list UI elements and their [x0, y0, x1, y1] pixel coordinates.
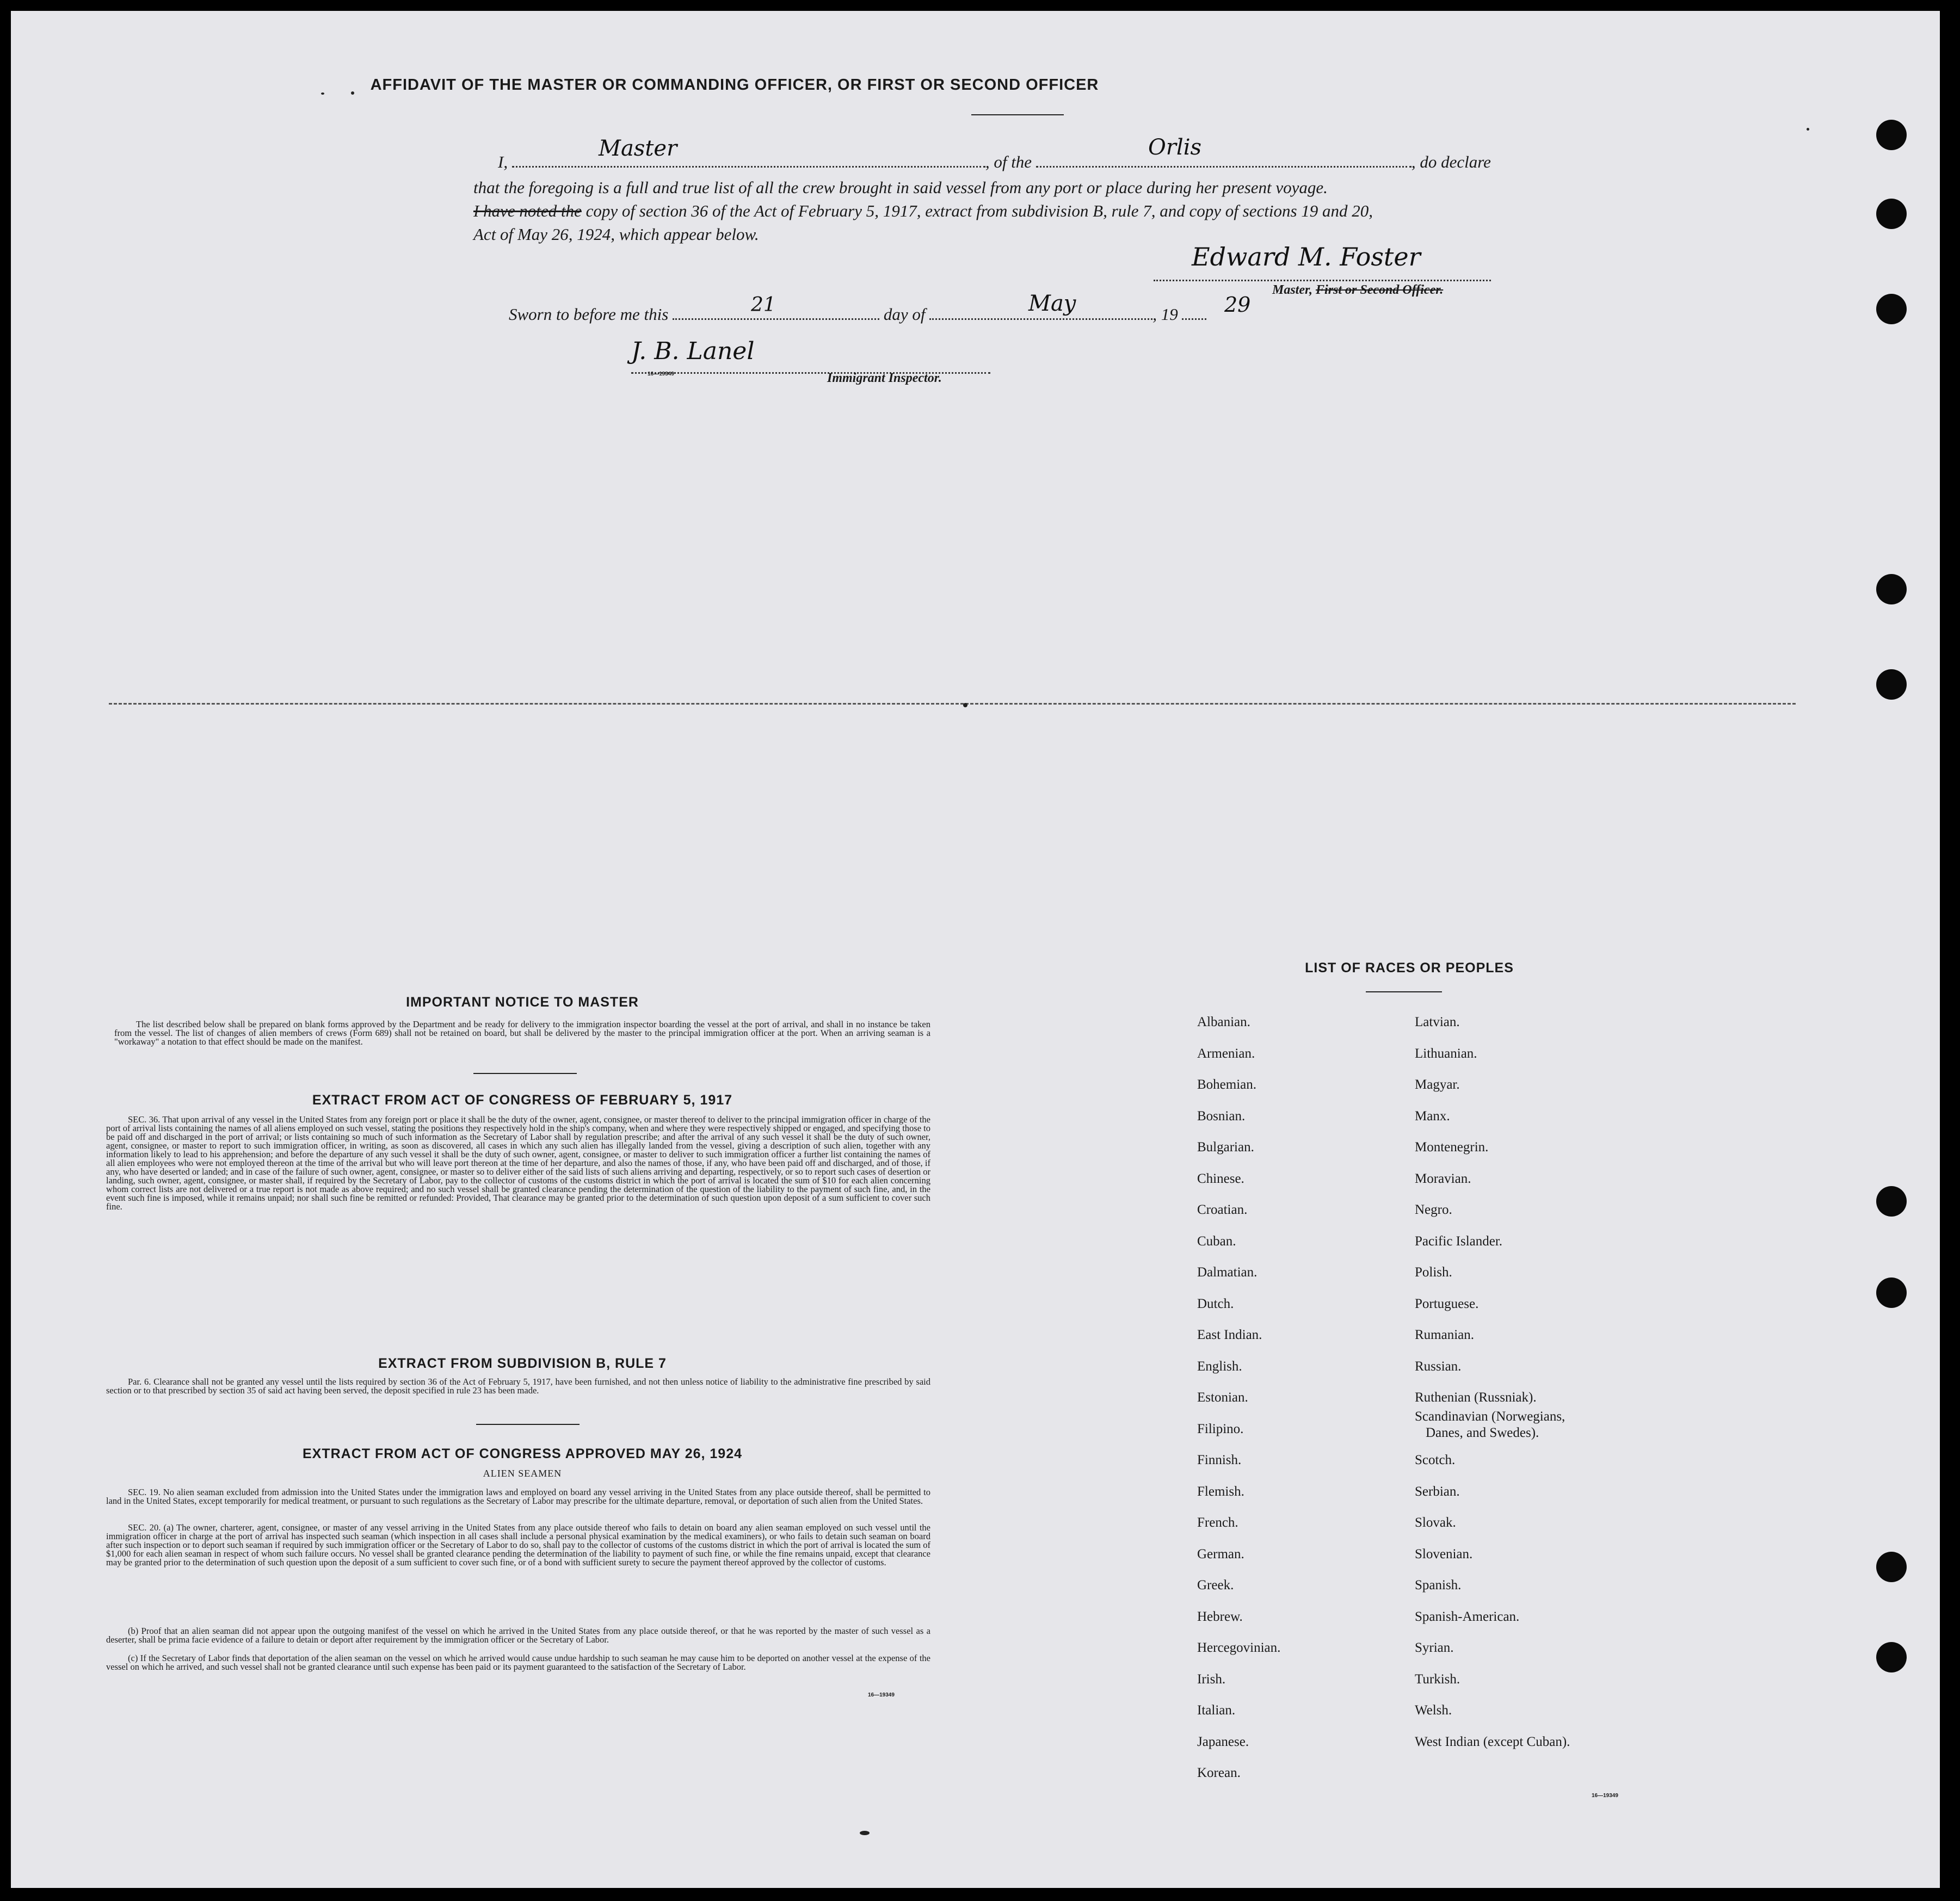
race-item: Welsh.	[1415, 1703, 1452, 1718]
race-item: Irish.	[1197, 1671, 1226, 1687]
sec20c-text: (c) If the Secretary of Labor finds that deportation of the alien seaman on the vessel on which he arrived would cause undue hardship to such seaman he may cause him to be deported on another vessel at the expense of the vessel on which he arrived, and such vessel shall not be granted clearance until such expense has been paid or its payment guaranteed to the satisfaction of the Secretary of Labor.	[106, 1653, 930, 1672]
year-prefix: , 19	[1152, 305, 1178, 324]
sec20b-text: (b) Proof that an alien seaman did not appear upon the outgoing manifest of the vessel on which he arrived in the United States from any place outside thereof, or that he was reported by the master of such vessel as a deserter, shall be prima facie evidence of a failure to detain or deport after requirement by the immigration officer or the Secretary of Labor.	[106, 1626, 930, 1645]
race-item: Chinese.	[1197, 1171, 1244, 1186]
race-item: Magyar.	[1415, 1077, 1460, 1092]
races-rule	[1366, 991, 1442, 992]
race-item: Montenegrin.	[1415, 1140, 1489, 1155]
race-item: Flemish.	[1197, 1484, 1244, 1499]
race-item: Spanish-American.	[1415, 1609, 1520, 1624]
race-item: Hercegovinian.	[1197, 1640, 1281, 1655]
race-item: Bohemian.	[1197, 1077, 1257, 1092]
race-item: Albanian.	[1197, 1015, 1250, 1029]
line-3-rest: copy of section 36 of the Act of February 5, 1917, extract from subdivision B, rule 7, and copy of sections 19 and 20,	[585, 201, 1373, 220]
officer-caption-struck: First or Second Officer.	[1316, 283, 1444, 297]
race-item: West Indian (except Cuban).	[1415, 1734, 1570, 1749]
race-item: Bosnian.	[1197, 1108, 1246, 1124]
race-item: Japanese.	[1197, 1734, 1249, 1749]
document-page	[11, 11, 1940, 1888]
extract1-title: EXTRACT FROM ACT OF CONGRESS OF FEBRUARY 5, 1917	[312, 1093, 733, 1108]
race-item: Manx.	[1415, 1108, 1450, 1124]
master-signature: Edward M. Foster	[1192, 242, 1421, 271]
sworn-prefix: Sworn to before me this	[509, 305, 669, 324]
title-rule	[971, 114, 1064, 115]
race-item: Negro.	[1415, 1202, 1452, 1217]
speck	[351, 91, 354, 95]
race-item: Cuban.	[1197, 1233, 1236, 1249]
punch-hole	[1876, 294, 1907, 324]
race-item: East Indian.	[1197, 1328, 1262, 1342]
extract2-title: EXTRACT FROM SUBDIVISION B, RULE 7	[378, 1356, 667, 1371]
race-item: Armenian.	[1197, 1046, 1255, 1061]
master-caption-text: Master,	[1272, 283, 1313, 297]
race-item: Scandinavian (Norwegians,	[1415, 1409, 1565, 1424]
race-item: Rumanian.	[1415, 1328, 1475, 1342]
punch-hole	[1876, 669, 1907, 700]
race-item: French.	[1197, 1515, 1238, 1530]
extract2-rule	[476, 1424, 580, 1425]
master-signature-line	[1154, 267, 1491, 281]
handwritten-vessel: Orlis	[1148, 135, 1202, 160]
handwritten-day: 21	[751, 294, 776, 316]
notice-rule	[473, 1073, 577, 1074]
race-item: Dalmatian.	[1197, 1265, 1258, 1280]
race-item: Russian.	[1415, 1359, 1462, 1374]
extract1-text: SEC. 36. That upon arrival of any vessel in the United States from any foreign port or place it shall be the duty of the owner, agent, consignee, or master thereof to deliver to the principal immigration officer in charge of the port of arrival lists containing the names of all aliens employed on such vessel, stating the positions they respectively hold in the ship's company, when and where they were respectively shipped or engaged, and specifying those to be paid off and discharged in the port of arrival; or lists containing so much of such information as the Secretary of Labor shall by regulation prescribe; and after the arrival of any such vessel it shall be the duty of such owner, agent, consignee, or master to report to such immigration officer, in writing, as soon as discovered, all cases in which any such alien has illegally landed from the vessel, giving a description of such alien, together with any information likely to lead to his apprehension; and before the departure of any such vessel it shall be the duty of such owner, agent, consignee, or master to deliver to such immigration officer a further list containing the names of all alien employees who were not employed thereon at the time of the arrival but who will leave port thereon at the time of her departure, and also the names of those, if any, who have been paid off and discharged, and of those, if any, who have deserted or landed; and in case of the failure of such owner, agent, consignee, or master so to deliver either of the said lists of such aliens arriving and departing, respectively, or so to report such cases of desertion or landing, such owner, agent, consignee, or master shall, if required by the Secretary of Labor, pay to the collector of customs of the customs district in which the port of arrival is located the sum of $10 for each alien concerning whom correct lists are not delivered or a true report is not made as above required; and no such vessel shall be granted clearance pending the determination of the question of the liability to the payment of such fine, and, in the event such fine is imposed, while it remains unpaid; nor shall such fine be remitted or refunded: Provided, That clearance may be granted prior to the determination of such question upon deposit of a sum sufficient to cover such fine.	[106, 1114, 930, 1212]
notice-title: IMPORTANT NOTICE TO MASTER	[406, 995, 639, 1010]
punch-hole	[1876, 1552, 1907, 1582]
race-item: Spanish.	[1415, 1578, 1462, 1593]
race-item: Filipino.	[1197, 1421, 1244, 1436]
speck	[1807, 128, 1809, 131]
race-item: Bulgarian.	[1197, 1140, 1254, 1155]
races-form-number: 16—19349	[1592, 1793, 1618, 1799]
race-item: Danes, and Swedes).	[1426, 1425, 1539, 1440]
race-item: Estonian.	[1197, 1390, 1248, 1405]
race-item: German.	[1197, 1546, 1244, 1561]
notice-text: The list described below shall be prepared on blank forms approved by the Department and be ready for delivery to the immigration inspector boarding the vessel at the port of arrival, and shall in no instance be taken from the vessel. The list of changes of alien members of crews (Form 689) shall not be retained on board, but shall be delivered by the master to the principal immigration officer at the port. When an arriving seaman is a "workaway" a notation to that effect should be made on the manifest.	[114, 1019, 930, 1047]
vessel-name-field	[1036, 153, 1412, 168]
race-item: Korean.	[1197, 1766, 1241, 1780]
race-item: Pacific Islander.	[1415, 1233, 1503, 1249]
inspector-signature: J. B. Lanel	[631, 337, 755, 365]
struck-text: I have noted the	[473, 201, 582, 220]
race-item: Finnish.	[1197, 1453, 1242, 1467]
extract2-text: Par. 6. Clearance shall not be granted any vessel until the lists required by section 36 of the Act of February 5, 1917, have been furnished, and not then unless notice of liability to the administrative fine prescribed by said section or to that prescribed by section 35 of said act having been served, the deposit specified in rule 23 has been made.	[106, 1377, 930, 1396]
race-item: Portuguese.	[1415, 1296, 1479, 1311]
race-item: Italian.	[1197, 1703, 1236, 1718]
master-caption	[1272, 283, 1443, 298]
race-item: Ruthenian (Russniak).	[1415, 1390, 1537, 1405]
extract3-title: EXTRACT FROM ACT OF CONGRESS APPROVED MAY 26, 1924	[302, 1446, 743, 1461]
race-item: Latvian.	[1415, 1015, 1460, 1029]
affidavit-i-label: I,	[498, 152, 508, 171]
master-name-field	[512, 153, 985, 168]
race-item: Slovenian.	[1415, 1546, 1473, 1561]
affidavit-form-number: 16—19349	[648, 371, 674, 377]
affidavit-line-3	[473, 201, 1373, 221]
speck	[321, 92, 324, 95]
race-item: Moravian.	[1415, 1171, 1471, 1186]
race-item: Croatian.	[1197, 1202, 1248, 1217]
speck	[860, 1831, 870, 1835]
extract-form-number: 16—19349	[868, 1692, 895, 1698]
sec20a-text: SEC. 20. (a) The owner, charterer, agent, consignee, or master of any vessel arriving in the United States from any place outside thereof who fails to detain on board any alien seaman employed on such vessel until the immigration officer in charge at the port of arrival has inspected such seaman (which inspection in all cases shall include a personal physical examination by the medical examiners), or who fails to detain such seaman on board after such inspection or to deport such seaman if required by such immigration officer or the Secretary of Labor to do so, shall pay to the collector of customs of the customs district in which the port of arrival is located the sum of $1,000 for each alien seaman in respect of whom such failure occurs. No vessel shall be granted clearance pending the determination of the liability to payment of such fine, or while the fine remains unpaid, except that clearance may be granted prior to the determination of such question upon the deposit of a sum sufficient to cover such fine, or of a bond with sufficient surety to secure the payment thereof approved by the collector of customs.	[106, 1522, 930, 1567]
race-item: Slovak.	[1415, 1515, 1456, 1530]
punch-hole	[1876, 120, 1907, 150]
race-item: Greek.	[1197, 1578, 1234, 1593]
affidavit-title: AFFIDAVIT OF THE MASTER OR COMMANDING OFFICER, OR FIRST OR SECOND OFFICER	[370, 76, 1099, 94]
fold-line	[109, 703, 1796, 705]
race-item: Polish.	[1415, 1265, 1452, 1280]
handwritten-year: 29	[1224, 293, 1251, 317]
of-the-label: , of the	[985, 152, 1032, 171]
race-item: Lithuanian.	[1415, 1046, 1477, 1061]
extract3-subtitle: ALIEN SEAMEN	[483, 1468, 562, 1479]
punch-hole	[1876, 1186, 1907, 1217]
do-declare-label: , do declare	[1411, 152, 1491, 171]
handwritten-month: May	[1028, 291, 1076, 316]
inspector-caption: Immigrant Inspector.	[827, 371, 942, 385]
race-item: English.	[1197, 1359, 1242, 1374]
race-item: Hebrew.	[1197, 1609, 1243, 1624]
sworn-line	[509, 305, 1206, 324]
races-title: LIST OF RACES OR PEOPLES	[1305, 960, 1514, 976]
affidavit-line-4: Act of May 26, 1924, which appear below.	[473, 225, 759, 244]
speck	[963, 703, 967, 707]
race-item: Dutch.	[1197, 1296, 1234, 1311]
year-field	[1182, 305, 1206, 320]
affidavit-line-2: that the foregoing is a full and true list of all the crew brought in said vessel from any port or place during her present voyage.	[473, 178, 1328, 197]
race-item: Scotch.	[1415, 1453, 1456, 1467]
day-of-label: day of	[883, 305, 926, 324]
sec19-text: SEC. 19. No alien seaman excluded from admission into the United States under the immigration laws and employed on board any vessel arriving in the United States from any place outside thereof, shall be permitted to land in the United States, except temporarily for medical treatment, or pursuant to such regulations as the Secretary of Labor may prescribe for the ultimate departure, removal, or deportation of such alien from the United States.	[106, 1487, 930, 1506]
punch-hole	[1876, 1277, 1907, 1308]
race-item: Syrian.	[1415, 1640, 1454, 1655]
race-item: Serbian.	[1415, 1484, 1460, 1499]
day-field	[673, 305, 879, 320]
race-item: Turkish.	[1415, 1671, 1460, 1687]
punch-hole	[1876, 574, 1907, 604]
handwritten-master: Master	[599, 136, 677, 161]
punch-hole	[1876, 199, 1907, 229]
punch-hole	[1876, 1642, 1907, 1672]
